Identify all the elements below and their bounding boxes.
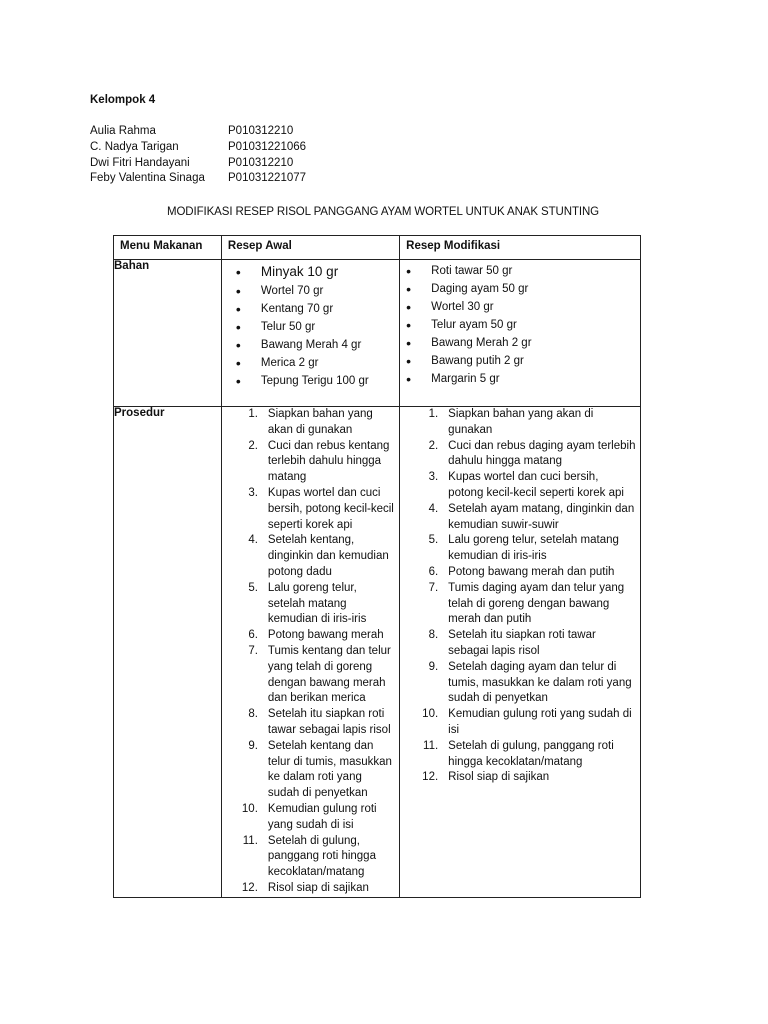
step-text: Setelah di gulung, panggang roti hingga kecoklatan/matang	[448, 739, 614, 768]
step-text: Potong bawang merah	[267, 629, 384, 642]
step-number: 2.	[248, 439, 258, 452]
member-name: Aulia Rahma	[90, 125, 156, 137]
step-number: 1.	[248, 408, 258, 420]
list-item	[222, 439, 395, 486]
list-item	[222, 881, 395, 897]
step-number: 2.	[428, 439, 439, 452]
member-name: Feby Valentina Sinaga	[90, 172, 205, 185]
member-row	[90, 172, 306, 188]
list-item	[400, 470, 636, 502]
list-item: • Telur 50 gr	[236, 318, 399, 336]
list-item	[222, 739, 395, 802]
step-text: Kupas wortel dan cuci bersih, potong kecil-kecil seperti korek api	[448, 471, 624, 499]
step-number: 6.	[428, 565, 439, 578]
list-item: • Daging ayam 50 gr	[406, 280, 640, 298]
prosedur-modifikasi-cell	[400, 407, 641, 898]
step-number: 5.	[428, 534, 439, 547]
step-number: 3.	[428, 471, 439, 484]
step-text: Kemudian gulung roti yang sudah di isi	[448, 708, 632, 736]
list-item: • Bawang Merah 4 gr	[236, 336, 399, 354]
list-item: • Wortel 70 gr	[236, 282, 399, 300]
list-item	[222, 581, 395, 628]
list-item	[222, 628, 395, 644]
step-text: Cuci dan rebus daging ayam terlebih dahulu hingga matang	[448, 439, 636, 468]
bahan-awal-cell	[221, 260, 399, 407]
step-text: Potong bawang merah dan putih	[448, 565, 615, 578]
row-label-prosedur: Prosedur	[114, 407, 222, 898]
prosedur-awal-cell	[221, 407, 399, 898]
list-item	[222, 802, 395, 834]
list-item: • Wortel 30 gr	[406, 298, 640, 316]
step-text: Setelah itu siapkan roti tawar sebagai lapis risol	[267, 708, 391, 736]
table-row-prosedur	[114, 407, 641, 898]
list-item: • Merica 2 gr	[236, 354, 399, 372]
member-row	[90, 141, 306, 157]
group-title: Kelompok 4	[90, 94, 156, 106]
step-text: Setelah itu siapkan roti tawar sebagai lapis risol	[448, 629, 596, 657]
step-text: Siapkan bahan yang akan di gunakan	[448, 408, 594, 436]
bahan-modifikasi-cell	[400, 260, 641, 407]
row-label-bahan: Bahan	[114, 260, 222, 407]
list-item	[400, 533, 636, 565]
step-number: 10.	[241, 802, 258, 815]
step-text: Tumis kentang dan telur yang telah di goreng dengan bawang merah dan berikan merica	[267, 644, 391, 705]
list-item	[400, 439, 636, 471]
step-text: Kupas wortel dan cuci bersih, potong kecil-kecil seperti korek api	[267, 486, 394, 531]
member-id: P010312210	[228, 156, 294, 169]
member-id: P01031221077	[228, 172, 307, 185]
member-name: Dwi Fitri Handayani	[90, 156, 190, 169]
step-number: 10.	[422, 708, 439, 721]
list-item	[400, 407, 636, 439]
list-item: • Tepung Terigu 100 gr	[236, 372, 399, 390]
step-number: 7.	[428, 581, 439, 594]
table-header-row	[114, 236, 641, 260]
step-text: Setelah daging ayam dan telur di tumis, masukkan ke dalam roti yang sudah di penyetkan	[448, 660, 632, 705]
list-item	[222, 834, 395, 881]
list-item	[400, 628, 636, 660]
list-item: • Bawang putih 2 gr	[406, 352, 640, 370]
list-item: • Minyak 10 gr	[236, 262, 399, 282]
step-text: Siapkan bahan yang akan di gunakan	[267, 408, 373, 436]
step-text: Lalu goreng telur, setelah matang kemudian di iris-iris	[267, 581, 367, 626]
step-text: Lalu goreng telur, setelah matang kemudian di iris-iris	[448, 534, 619, 563]
step-number: 12.	[422, 771, 439, 784]
list-item	[400, 565, 636, 581]
step-number: 5.	[248, 581, 258, 594]
step-text: Cuci dan rebus kentang terlebih dahulu hingga matang	[267, 439, 390, 484]
list-item: • Bawang Merah 2 gr	[406, 334, 640, 352]
list-item	[222, 707, 395, 739]
header-resep-modifikasi: Resep Modifikasi	[400, 236, 641, 260]
table-row-bahan	[114, 260, 641, 407]
list-item	[222, 533, 395, 580]
list-item	[400, 770, 636, 786]
step-number: 11.	[242, 834, 258, 847]
step-number: 4.	[248, 534, 258, 547]
list-item	[400, 581, 636, 628]
member-name: C. Nadya Tarigan	[90, 140, 179, 153]
member-id: P010312210	[228, 125, 294, 137]
step-number: 7.	[248, 644, 258, 657]
step-text: Risol siap di sajikan	[267, 881, 369, 894]
step-number: 8.	[428, 629, 439, 642]
member-id: P01031221066	[228, 140, 307, 153]
step-number: 9.	[428, 660, 439, 673]
step-text: Setelah di gulung, panggang roti hingga kecoklatan/matang	[267, 834, 376, 879]
list-item	[400, 707, 636, 739]
step-number: 8.	[248, 708, 258, 721]
step-text: Tumis daging ayam dan telur yang telah di goreng dengan bawang merah dan putih	[448, 581, 625, 626]
list-item: • Telur ayam 50 gr	[406, 316, 640, 334]
step-number: 6.	[248, 629, 258, 642]
prosedur-modifikasi-list	[400, 407, 640, 786]
bahan-modifikasi-list	[400, 260, 640, 388]
step-number: 1.	[428, 408, 439, 420]
list-item	[222, 644, 395, 707]
member-list	[90, 125, 306, 188]
step-number: 3.	[248, 486, 258, 499]
list-item: • Margarin 5 gr	[406, 370, 640, 388]
list-item	[222, 407, 395, 439]
step-number: 11.	[423, 739, 439, 752]
list-item: • Roti tawar 50 gr	[406, 262, 640, 280]
member-row	[90, 125, 306, 141]
document-title: MODIFIKASI RESEP RISOL PANGGANG AYAM WORTEL UNTUK ANAK STUNTING	[166, 206, 600, 218]
step-text: Setelah ayam matang, dinginkin dan kemudian suwir-suwir	[448, 502, 635, 531]
step-text: Kemudian gulung roti yang sudah di isi	[267, 802, 377, 831]
list-item	[400, 660, 636, 707]
header-menu-makanan: Menu Makanan	[114, 236, 222, 260]
member-row	[90, 157, 306, 173]
prosedur-awal-list	[222, 407, 399, 897]
step-text: Risol siap di sajikan	[448, 771, 550, 784]
list-item	[222, 486, 395, 533]
step-number: 9.	[248, 739, 258, 752]
recipe-table	[113, 235, 641, 898]
step-number: 12.	[241, 881, 258, 894]
header-resep-awal: Resep Awal	[221, 236, 399, 260]
bahan-awal-list	[222, 260, 399, 390]
list-item	[400, 739, 636, 771]
step-text: Setelah kentang dan telur di tumis, masukkan ke dalam roti yang sudah di penyetkan	[267, 739, 392, 800]
step-number: 4.	[428, 502, 439, 515]
list-item: • Kentang 70 gr	[236, 300, 399, 318]
list-item	[400, 502, 636, 534]
step-text: Setelah kentang, dinginkin dan kemudian potong dadu	[267, 534, 389, 578]
